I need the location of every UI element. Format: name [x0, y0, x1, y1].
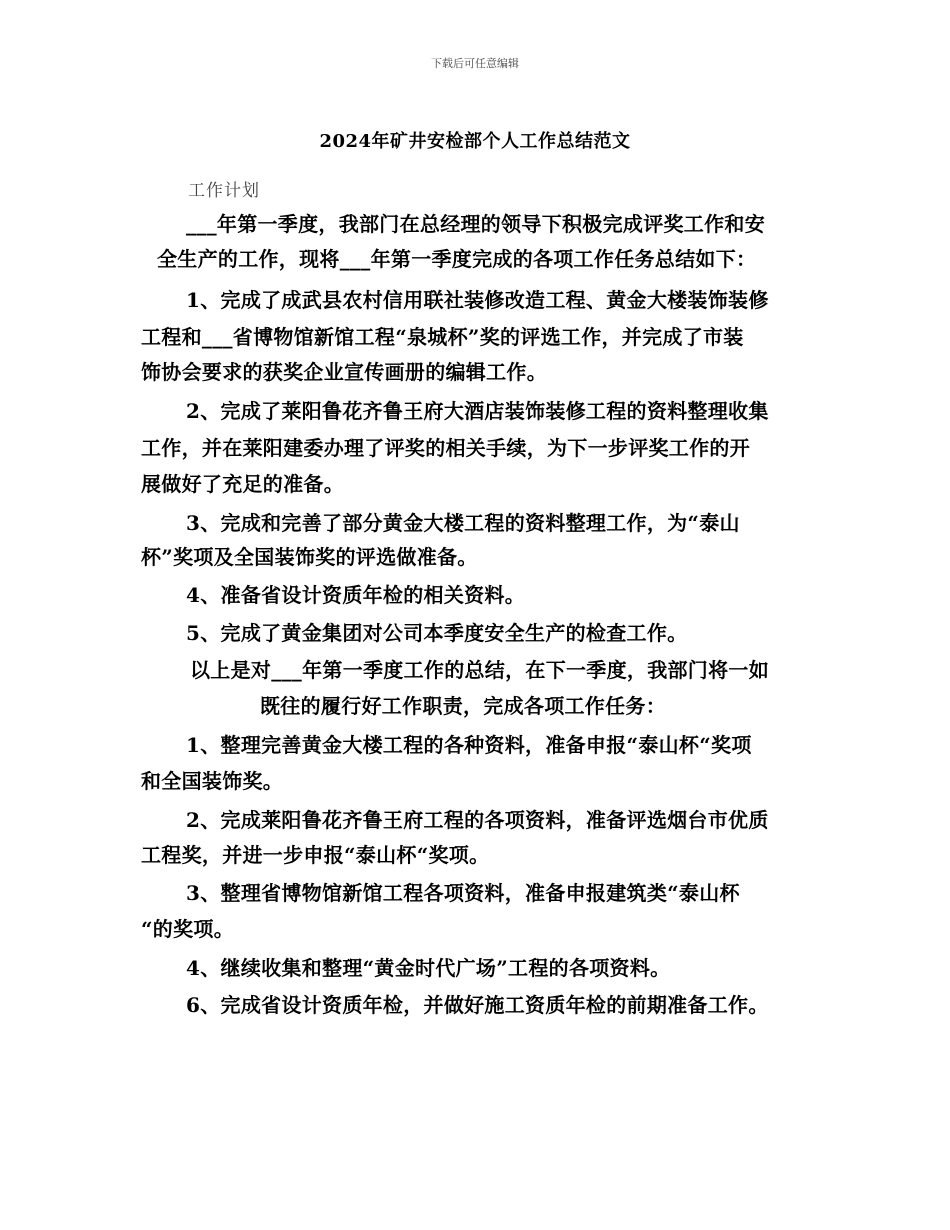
- paragraph-line: 2、完成莱阳鲁花齐鲁王府工程的各项资料，准备评选烟台市优质: [186, 808, 769, 832]
- paragraph-line: 1、完成了成武县农村信用联社装修改造工程、黄金大楼装饰装修: [186, 288, 769, 312]
- paragraph-line: 1、整理完善黄金大楼工程的各种资料，准备申报“泰山杯“奖项: [186, 733, 752, 757]
- header-note: 下载后可任意编辑: [431, 57, 519, 70]
- paragraph-line: 6、完成省设计资质年检，并做好施工资质年检的前期准备工作。: [186, 993, 769, 1017]
- paragraph-line: 工程和___省博物馆新馆工程“泉城杯”奖的评选工作，并完成了市装: [141, 325, 744, 349]
- paragraph-line: 杯”奖项及全国装饰奖的评选做准备。: [141, 545, 478, 569]
- paragraph-line: 全生产的工作，现将___年第一季度完成的各项工作任务总结如下：: [157, 247, 757, 271]
- paragraph-line: 3、完成和完善了部分黄金大楼工程的资料整理工作，为“泰山: [186, 511, 740, 535]
- paragraph-line: 4、准备省设计资质年检的相关资料。: [186, 583, 526, 607]
- paragraph-line: 2、完成了莱阳鲁花齐鲁王府大酒店装饰装修工程的资料整理收集: [186, 399, 769, 423]
- section-label: 工作计划: [188, 181, 260, 201]
- paragraph-line: 饰协会要求的获奖企业宣传画册的编辑工作。: [141, 360, 547, 384]
- paragraph-line: 和全国装饰奖。: [141, 769, 284, 793]
- paragraph-line: 4、继续收集和整理“黄金时代广场”工程的各项资料。: [186, 956, 671, 980]
- paragraph-line: “的奖项。: [141, 917, 235, 941]
- paragraph-line: 5、完成了黄金集团对公司本季度安全生产的检查工作。: [186, 621, 688, 645]
- paragraph-line: 以上是对___年第一季度工作的总结，在下一季度，我部门将一如: [190, 658, 769, 682]
- paragraph-line: 展做好了充足的准备。: [141, 472, 344, 496]
- document-title: 2024年矿井安检部个人工作总结范文: [319, 131, 631, 152]
- paragraph-line: 既往的履行好工作职责，完成各项工作任务：: [260, 694, 666, 718]
- paragraph-line: 3、整理省博物馆新馆工程各项资料，准备申报建筑类“泰山杯: [186, 881, 740, 905]
- paragraph-line: ___年第一季度，我部门在总经理的领导下积极完成评奖工作和安: [186, 212, 765, 236]
- paragraph-line: 工作，并在莱阳建委办理了评奖的相关手续，为下一步评奖工作的开: [141, 436, 750, 460]
- paragraph-line: 工程奖，并进一步申报“泰山杯“奖项。: [141, 843, 490, 867]
